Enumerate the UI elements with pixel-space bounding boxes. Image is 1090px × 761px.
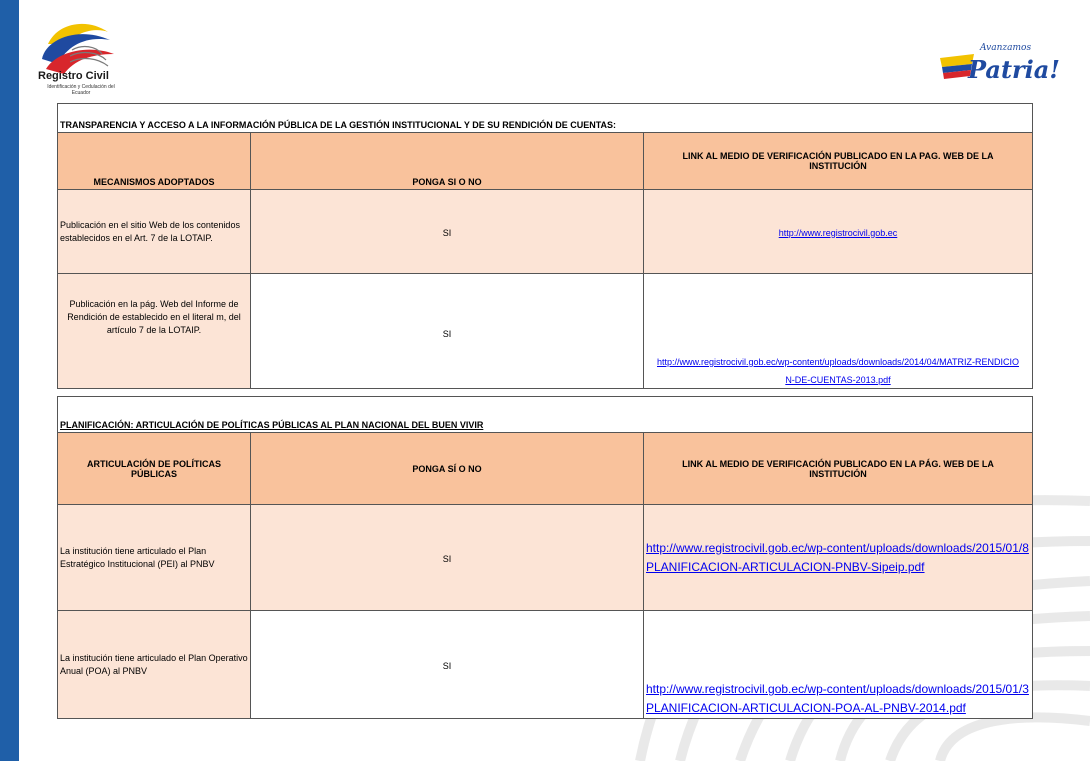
mechanism-cell: [58, 274, 251, 389]
verification-link[interactable]: http://www.registrocivil.gob.ec/wp-content/uploads/downloads/2015/01/3PLANIFICACION-ARTICULACION-POA-AL-PNBV-2014.pdf: [646, 682, 1029, 715]
mechanism-text: Publicación en la pág. Web del Informe de Rendición de establecido en el literal m, del artículo 7 de la LOTAIP.: [67, 299, 241, 335]
planning-table: [57, 396, 1033, 719]
mechanism-cell: [58, 505, 251, 611]
col-header-link: [644, 433, 1033, 505]
transparency-table: [57, 103, 1033, 389]
verification-link[interactable]: http://www.registrocivil.gob.ec/wp-content/uploads/downloads/2014/04/MATRIZ-RENDICION-DE-CUENTAS-2013.pdf: [657, 357, 1019, 385]
answer-text: SI: [442, 660, 452, 671]
logo-right-big: Patria!: [968, 55, 1060, 84]
table-row: [58, 274, 1033, 389]
verification-link[interactable]: http://www.registrocivil.gob.ec: [778, 227, 898, 238]
col-header-articulation: [58, 433, 251, 505]
logo-right-small: Avanzamos: [980, 43, 1032, 53]
link-cell: [644, 190, 1033, 274]
link-cell: [644, 505, 1033, 611]
answer-cell: [251, 611, 644, 719]
col-header-answer: PONGA SÍ O NO: [251, 433, 644, 505]
col-header-mechanisms: MECANISMOS ADOPTADOS: [58, 133, 251, 190]
left-accent-bar: [0, 0, 19, 761]
transparency-title: TRANSPARENCIA Y ACCESO A LA INFORMACIÓN PÚBLICA DE LA GESTIÓN INSTITUCIONAL Y DE SU RENDICIÓN DE CUENTAS:: [58, 104, 1033, 133]
col-header-articulation-text: ARTICULACIÓN DE POLÍTICAS PÚBLICAS: [87, 458, 221, 479]
logo-left-subtext: Identificación y Cedulación del Ecuador: [47, 84, 115, 96]
mechanism-cell: [58, 611, 251, 719]
col-header-answer: PONGA SI O NO: [251, 133, 644, 190]
mechanism-text: Publicación en el sitio Web de los contenidos establecidos en el Art. 7 de la LOTAIP.: [60, 219, 240, 243]
table-row: [58, 505, 1033, 611]
answer-text: SI: [442, 329, 452, 339]
link-cell: [644, 611, 1033, 719]
table-row: [58, 611, 1033, 719]
logo-left-text: Registro Civil: [38, 70, 109, 82]
answer-cell: [251, 505, 644, 611]
mechanism-text: La institución tiene articulado el Plan Operativo Anual (POA) al PNBV: [60, 652, 248, 676]
patria-logo: [938, 36, 1060, 86]
col-header-link: [644, 133, 1033, 190]
mechanism-cell: [58, 190, 251, 274]
verification-link[interactable]: http://www.registrocivil.gob.ec/wp-content/uploads/downloads/2015/01/8PLANIFICACION-ARTICULACION-PNBV-Sipeip.pdf: [646, 540, 1029, 574]
answer-cell: [251, 190, 644, 274]
col-header-link-text: LINK AL MEDIO DE VERIFICACIÓN PUBLICADO EN LA PÁG. WEB DE LA INSTITUCIÓN: [682, 458, 994, 479]
answer-text: SI: [442, 227, 452, 238]
mechanism-text: La institución tiene articulado el Plan Estratégico Institucional (PEI) al PNBV: [60, 545, 215, 569]
answer-cell: [251, 274, 644, 389]
planning-title: PLANIFICACIÓN: ARTICULACIÓN DE POLÍTICAS PÚBLICAS AL PLAN NACIONAL DEL BUEN VIVIR: [58, 397, 1033, 433]
answer-text: SI: [442, 553, 452, 564]
col-header-link-text: LINK AL MEDIO DE VERIFICACIÓN PUBLICADO EN LA PAG. WEB DE LA INSTITUCIÓN: [682, 151, 994, 171]
table-row: [58, 190, 1033, 274]
link-cell: [644, 274, 1033, 389]
